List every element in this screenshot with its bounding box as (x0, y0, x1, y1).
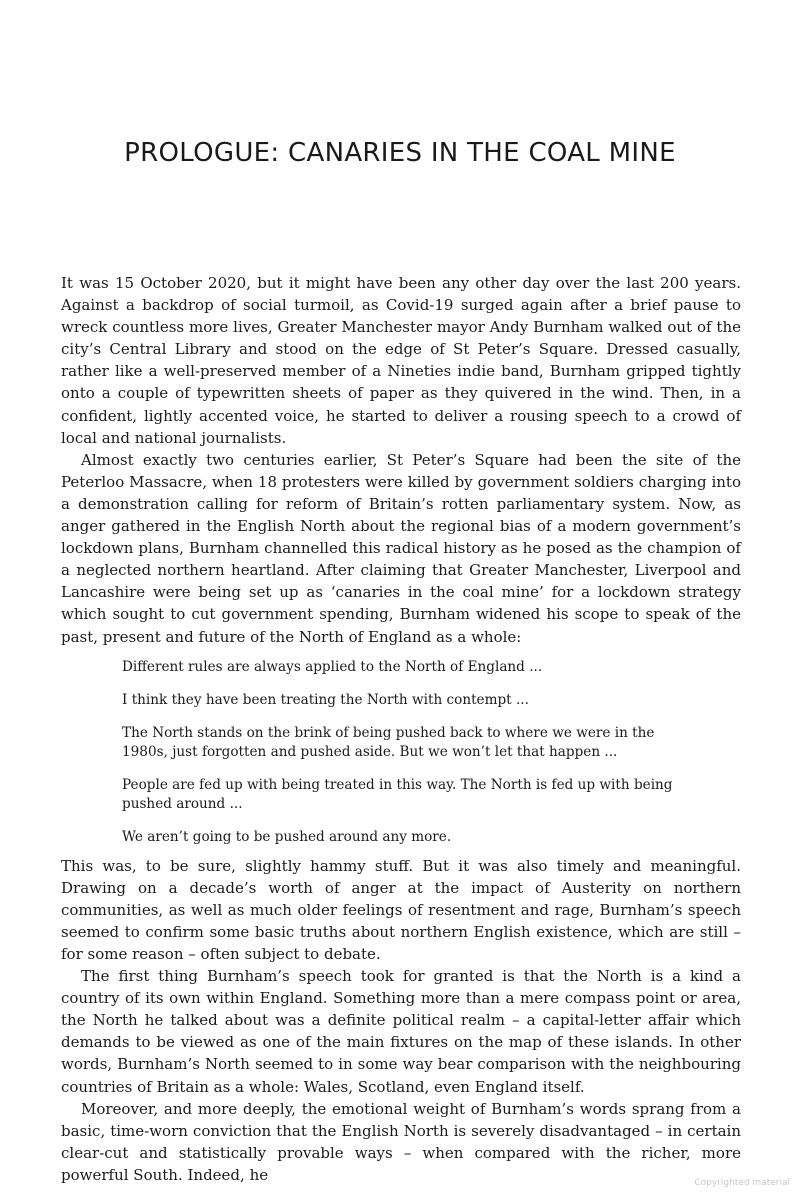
paragraph: It was 15 October 2020, but it might have been any other day over the last 200 years. Against a backdrop of social turmoil, as Covid-19 surged again after a brief pause to wreck countless more lives, Greater Manchester mayor Andy Burnham walked out of the city’s Central Library and stood on the edge of St Peter’s Square. Dressed casually, rather like a well-preserved member of a Nineties indie band, Burnham gripped tightly onto a couple of typewritten sheets of paper as they quivered in the wind. Then, in a confident, lightly accented voice, he started to deliver a rousing speech to a crowd of local and national journalists. (61, 274, 741, 447)
chapter-title: PROLOGUE: CANARIES IN THE COAL MINE (124, 138, 676, 168)
quote-line: We aren’t going to be pushed around any more. (122, 828, 452, 845)
quote-line: Different rules are always applied to the North of England ... (122, 658, 543, 675)
block-quote (122, 658, 702, 847)
paragraph: Moreover, and more deeply, the emotional weight of Burnham’s words sprang from a basic, time-worn conviction that the English North is severely disadvantaged – in certain clear-cut and statistically provable ways – when compared with the richer, more powerful South. Indeed, he (61, 1099, 741, 1184)
paragraph: This was, to be sure, slightly hammy stuff. But it was also timely and meaningful. Drawing on a decade’s worth of anger at the impact of Austerity on northern communities, as well as much older feelings of resentment and rage, Burnham’s speech seemed to confirm some basic truths about northern English existence, which are still – for some reason – often subject to debate. (61, 856, 741, 963)
quote-line: People are fed up with being treated in this way. The North is fed up with being pushed around ... (122, 776, 673, 812)
paragraph: Almost exactly two centuries earlier, St Peter’s Square had been the site of the Peterloo Massacre, when 18 protesters were killed by government soldiers charging into a demonstration calling for reform of Britain’s rotten parliamentary system. Now, as anger gathered in the English North about the regional bias of a modern government’s lockdown plans, Burnham channelled this radical history as he posed as the champion of a neglected northern heartland. After claiming that Greater Manchester, Liverpool and Lancashire were being set up as ‘canaries in the coal mine’ for a lockdown strategy which sought to cut government spending, Burnham widened his scope to speak of the past, present and future of the North of England as a whole: (61, 450, 741, 646)
quote-line: The North stands on the brink of being pushed back to where we were in the 1980s, just forgotten and pushed aside. But we won’t let that happen ... (122, 724, 655, 760)
paragraph: The first thing Burnham’s speech took for granted is that the North is a kind a country of its own within England. Something more than a mere compass point or area, the North he talked about was a definite political realm – a capital-letter affair which demands to be viewed as one of the main fixtures on the map of these islands. In other words, Burnham’s North seemed to in some way bear comparison with the neighbouring countries of Britain as a whole: Wales, Scotland, even England itself. (61, 967, 741, 1096)
copyright-footer: Copyrighted material (694, 1178, 790, 1188)
quote-line: I think they have been treating the North with contempt ... (122, 691, 529, 708)
body-text (61, 272, 741, 1186)
